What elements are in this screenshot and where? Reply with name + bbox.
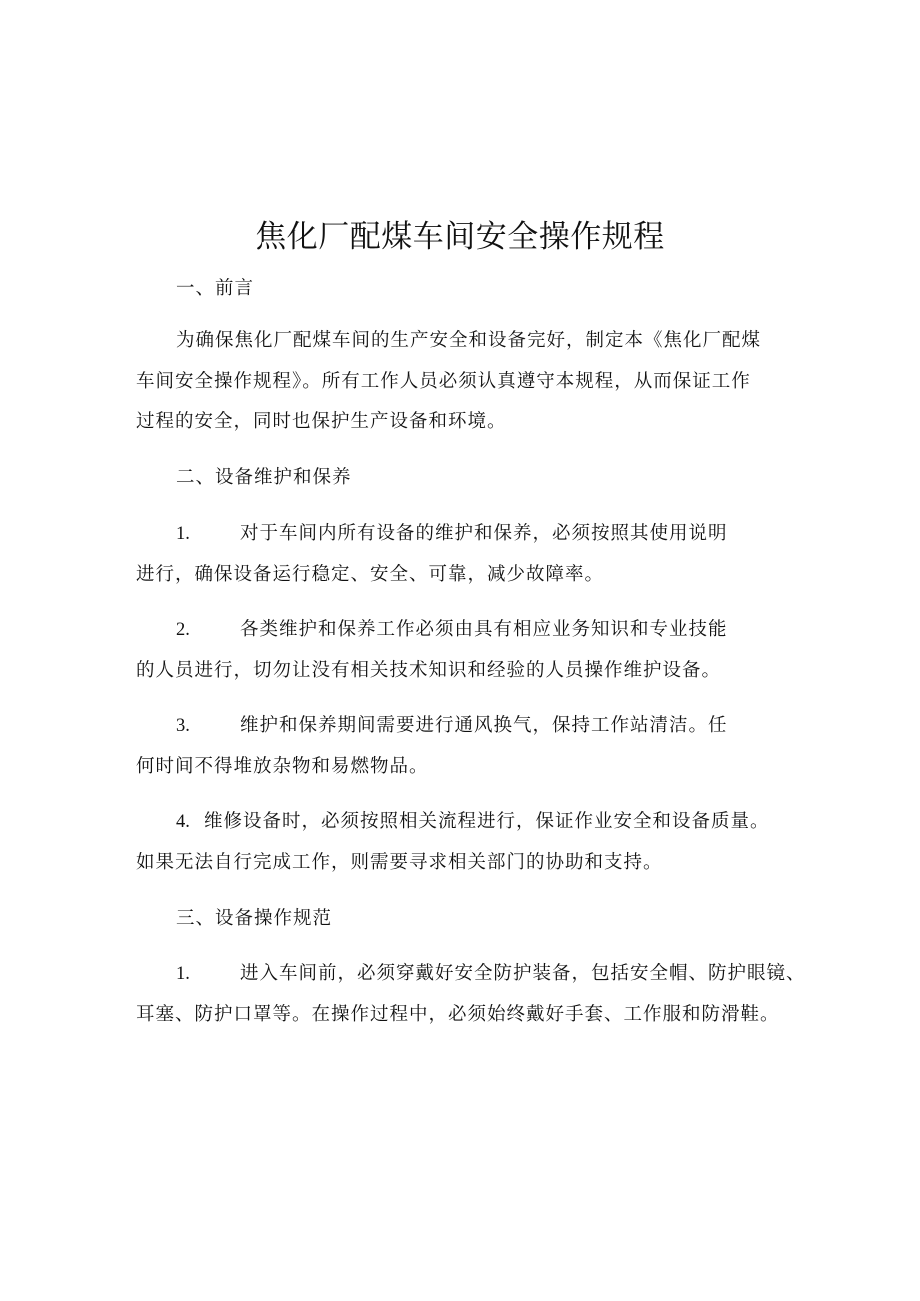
item-number: 4. <box>176 812 190 832</box>
item-number: 3. <box>176 716 190 736</box>
item-continuation: 进行，确保设备运行稳定、安全、可靠，减少故障率。 <box>136 564 605 585</box>
list-item <box>176 711 728 741</box>
document-title: 焦化厂配煤车间安全操作规程 <box>255 219 665 255</box>
item-text: 维护和保养期间需要进行通风换气，保持工作站清洁。任 <box>240 715 728 736</box>
list-item <box>176 519 728 549</box>
item-text: 各类维护和保养工作必须由具有相应业务知识和专业技能 <box>240 619 728 640</box>
item-text: 维修设备时，必须按照相关流程进行，保证作业安全和设备质量。 <box>204 811 770 832</box>
section-heading-maintenance: 二、设备维护和保养 <box>176 467 352 488</box>
list-item <box>176 615 728 645</box>
item-number: 1. <box>176 964 190 984</box>
item-continuation: 何时间不得堆放杂物和易燃物品。 <box>136 756 429 777</box>
list-item <box>176 959 806 989</box>
preface-line-2: 车间安全操作规程》。所有工作人员必须认真遵守本规程，从而保证工作 <box>136 371 751 392</box>
item-continuation: 如果无法自行完成工作，则需要寻求相关部门的协助和支持。 <box>136 852 663 873</box>
item-text: 对于车间内所有设备的维护和保养，必须按照其使用说明 <box>240 523 728 544</box>
item-continuation: 耳塞、防护口罩等。在操作过程中，必须始终戴好手套、工作服和防滑鞋。 <box>136 1004 780 1025</box>
item-number: 2. <box>176 620 190 640</box>
preface-line-1: 为确保焦化厂配煤车间的生产安全和设备完好，制定本《焦化厂配煤 <box>176 330 762 351</box>
list-item <box>176 807 770 837</box>
item-continuation: 的人员进行，切勿让没有相关技术知识和经验的人员操作维护设备。 <box>136 660 722 681</box>
section-heading-operation: 三、设备操作规范 <box>176 908 333 929</box>
section-heading-preface: 一、前言 <box>176 278 255 299</box>
item-text: 进入车间前，必须穿戴好安全防护装备，包括安全帽、防护眼镜、 <box>240 963 806 984</box>
preface-line-3: 过程的安全，同时也保护生产设备和环境。 <box>136 411 507 432</box>
item-number: 1. <box>176 524 190 544</box>
